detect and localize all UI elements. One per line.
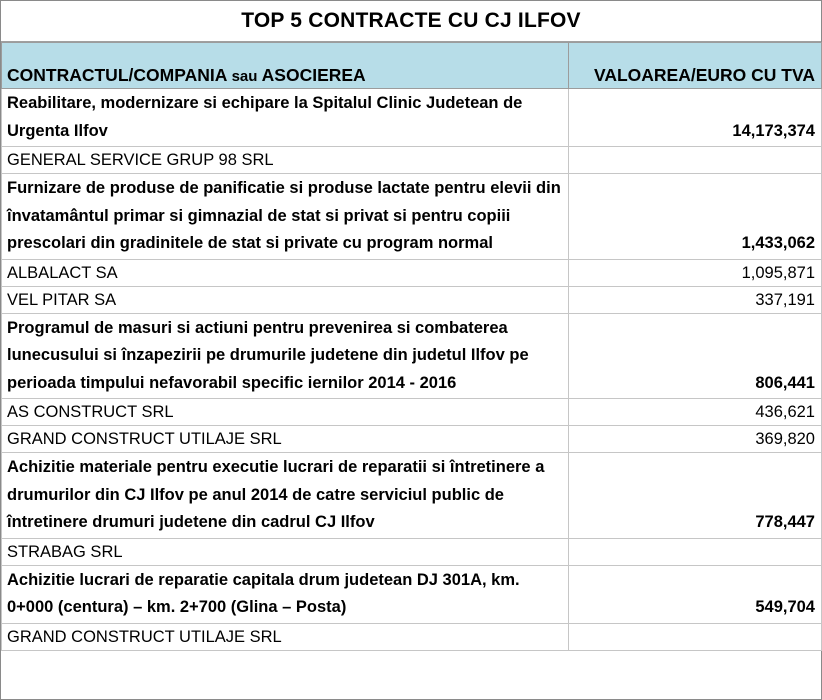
company-value: 369,820: [569, 426, 822, 453]
contract-row: [2, 89, 822, 147]
company-row: [2, 147, 822, 174]
header-row: [2, 43, 822, 89]
contract-value: 14,173,374: [569, 89, 822, 147]
company-name: VEL PITAR SA: [2, 286, 569, 313]
header-contract-end: ASOCIEREA: [261, 65, 366, 85]
contracts-table: [1, 42, 822, 651]
company-value: [569, 623, 822, 650]
company-name: AS CONSTRUCT SRL: [2, 399, 569, 426]
company-row: [2, 286, 822, 313]
table-title: TOP 5 CONTRACTE CU CJ ILFOV: [1, 1, 821, 42]
header-contract-conjunction: sau: [231, 68, 258, 85]
contract-row: [2, 313, 822, 399]
company-row: [2, 399, 822, 426]
company-row: [2, 623, 822, 650]
contract-row: [2, 565, 822, 623]
contract-description: Achizitie materiale pentru executie lucrari de reparatii si întretinere a drumurilor din CJ Ilfov pe anul 2014 de catre serviciul public de întretinere drumuri judetene din cadrul CJ Ilfov: [2, 453, 569, 539]
company-row: [2, 426, 822, 453]
company-name: ALBALACT SA: [2, 259, 569, 286]
header-contract-company: [2, 43, 569, 89]
company-value: [569, 147, 822, 174]
company-name: GRAND CONSTRUCT UTILAJE SRL: [2, 623, 569, 650]
company-row: [2, 259, 822, 286]
company-value: 1,095,871: [569, 259, 822, 286]
company-name: STRABAG SRL: [2, 538, 569, 565]
contract-description: Programul de masuri si actiuni pentru prevenirea si combaterea lunecusului si înzapezirii pe drumurile judetene din judetul Ilfov pe perioada timpului nefavorabil specific iernilor 2014 - 2016: [2, 313, 569, 399]
contract-row: [2, 453, 822, 539]
company-value: [569, 538, 822, 565]
contract-value: 1,433,062: [569, 174, 822, 260]
header-contract-main: CONTRACTUL/COMPANIA: [7, 65, 227, 85]
contract-row: [2, 174, 822, 260]
contract-description: Furnizare de produse de panificatie si produse lactate pentru elevii din învatamântul primar si gimnazial de stat si privat si pentru copiii prescolari din gradinitele de stat si private cu program normal: [2, 174, 569, 260]
contract-value: 549,704: [569, 565, 822, 623]
company-value: 337,191: [569, 286, 822, 313]
contract-value: 778,447: [569, 453, 822, 539]
contract-description: Reabilitare, modernizare si echipare la Spitalul Clinic Judetean de Urgenta Ilfov: [2, 89, 569, 147]
company-value: 436,621: [569, 399, 822, 426]
header-value: VALOAREA/EURO CU TVA: [569, 43, 822, 89]
company-name: GRAND CONSTRUCT UTILAJE SRL: [2, 426, 569, 453]
company-name: GENERAL SERVICE GRUP 98 SRL: [2, 147, 569, 174]
contract-value: 806,441: [569, 313, 822, 399]
contract-description: Achizitie lucrari de reparatie capitala drum judetean DJ 301A, km. 0+000 (centura) – km. 2+700 (Glina – Posta): [2, 565, 569, 623]
company-row: [2, 538, 822, 565]
